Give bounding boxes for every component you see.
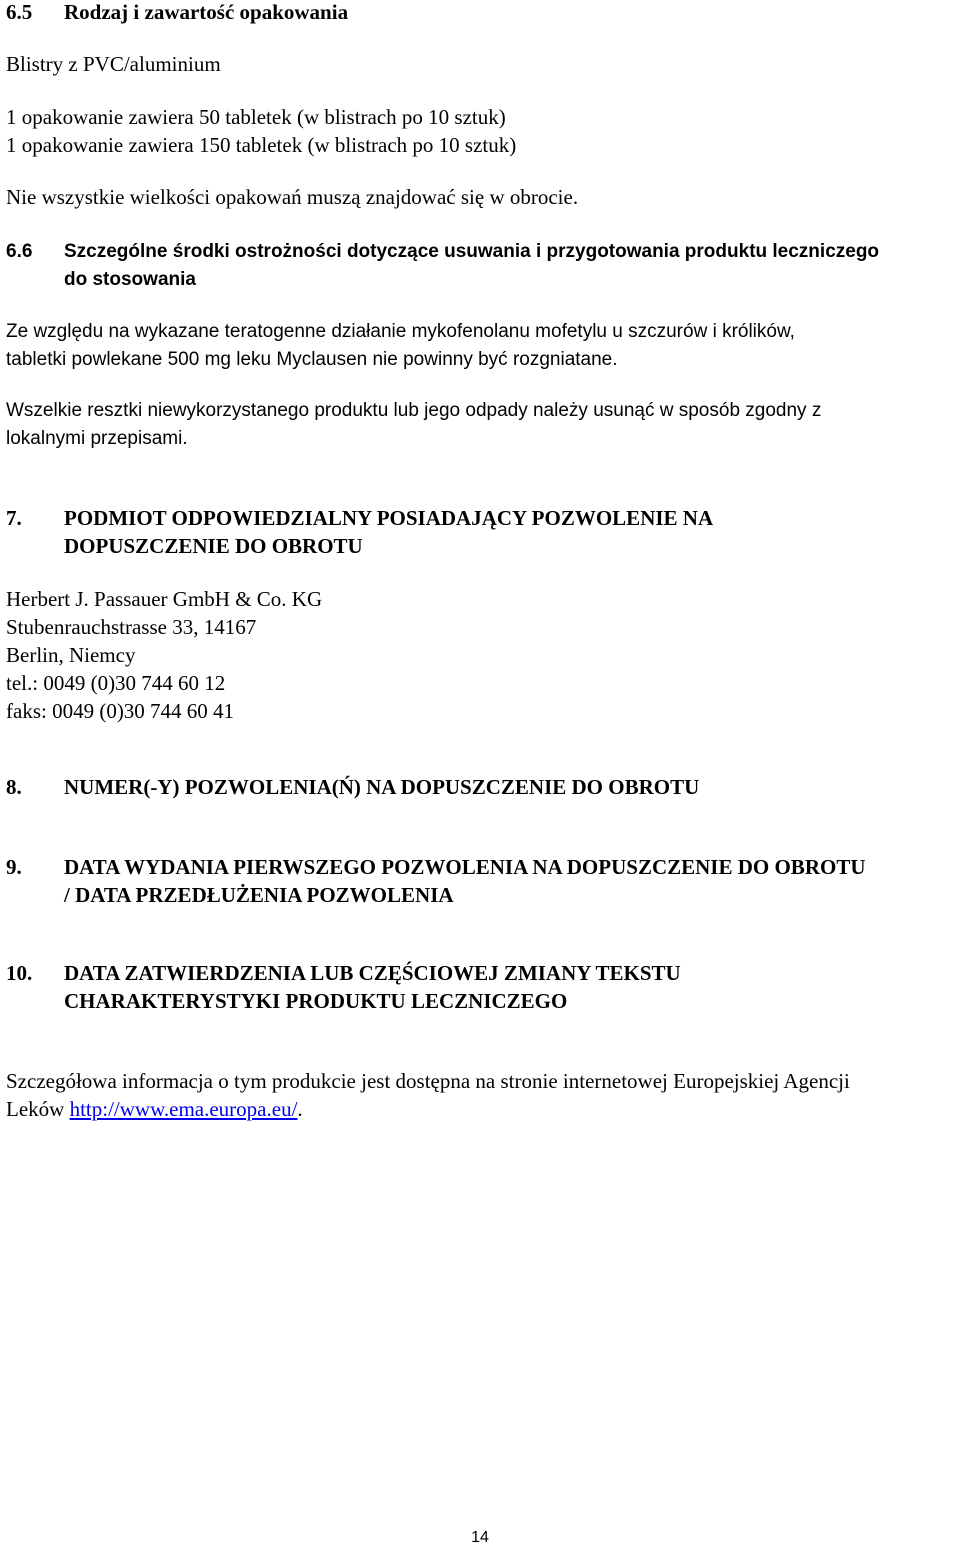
section-number: 10. [6,961,33,985]
section-7-heading [6,504,956,560]
section-number: 6.6 [6,241,33,262]
packaging-note: Nie wszystkie wielkości opakowań muszą znajdować się w obrocie. [6,185,579,209]
city-country: Berlin, Niemcy [6,643,136,667]
section-9-heading [6,853,956,909]
section-number: 7. [6,506,22,530]
teratogen-paragraph: Ze względu na wykazane teratogenne działanie mykofenolanu mofetylu u szczurów i królików, tabletki powlekane 500 mg leku Myclausen nie powinny być rozgniatane. [6,321,795,370]
pack-size-150: 1 opakowanie zawiera 150 tabletek (w blistrach po 10 sztuk) [6,133,517,157]
section-title: DATA ZATWIERDZENIA LUB CZĘŚCIOWEJ ZMIANY TEKSTU CHARAKTERYSTYKI PRODUKTU LECZNICZEGO [64,961,681,1013]
phone: tel.: 0049 (0)30 744 60 12 [6,671,226,695]
section-title: DATA WYDANIA PIERWSZEGO POZWOLENIA NA DOPUSZCZENIE DO OBROTU / DATA PRZEDŁUŻENIA POZWOLENIA [64,855,866,907]
pack-size-50: 1 opakowanie zawiera 50 tabletek (w blistrach po 10 sztuk) [6,105,506,129]
section-10-heading [6,959,956,1015]
fax: faks: 0049 (0)30 744 60 41 [6,699,235,723]
section-title: Rodzaj i zawartość opakowania [64,0,349,24]
packaging-material: Blistry z PVC/aluminium [6,52,221,76]
section-title: Szczególne środki ostrożności dotyczące usuwania i przygotowania produktu leczniczego do stosowania [64,241,880,290]
section-title: NUMER(-Y) POZWOLENIA(Ń) NA DOPUSZCZENIE DO OBROTU [64,775,700,799]
section-title: PODMIOT ODPOWIEDZIALNY POSIADAJĄCY POZWOLENIE NA DOPUSZCZENIE DO OBROTU [64,506,714,558]
section-number: 6.5 [6,0,33,24]
company-name: Herbert J. Passauer GmbH & Co. KG [6,587,323,611]
ema-website-link[interactable]: http://www.ema.europa.eu/ [69,1097,298,1121]
section-8-heading [6,773,956,801]
street: Stubenrauchstrasse 33, 14167 [6,615,257,639]
ema-info-paragraph: Szczegółowa informacja o tym produkcie jest dostępna na stronie internetowej Europejskiej Agencji Leków http://www.ema.europa.eu/. [6,1069,850,1121]
marketing-holder-address [6,585,956,725]
section-6-5-heading [6,0,956,26]
disposal-paragraph: Wszelkie resztki niewykorzystanego produktu lub jego odpady należy usunąć w sposób zgodny z lokalnymi przepisami. [6,400,822,449]
section-number: 9. [6,855,22,879]
page-number: 14 [471,1529,489,1546]
section-6-6-heading [6,238,956,294]
section-number: 8. [6,775,22,799]
packaging-contents [6,103,956,159]
